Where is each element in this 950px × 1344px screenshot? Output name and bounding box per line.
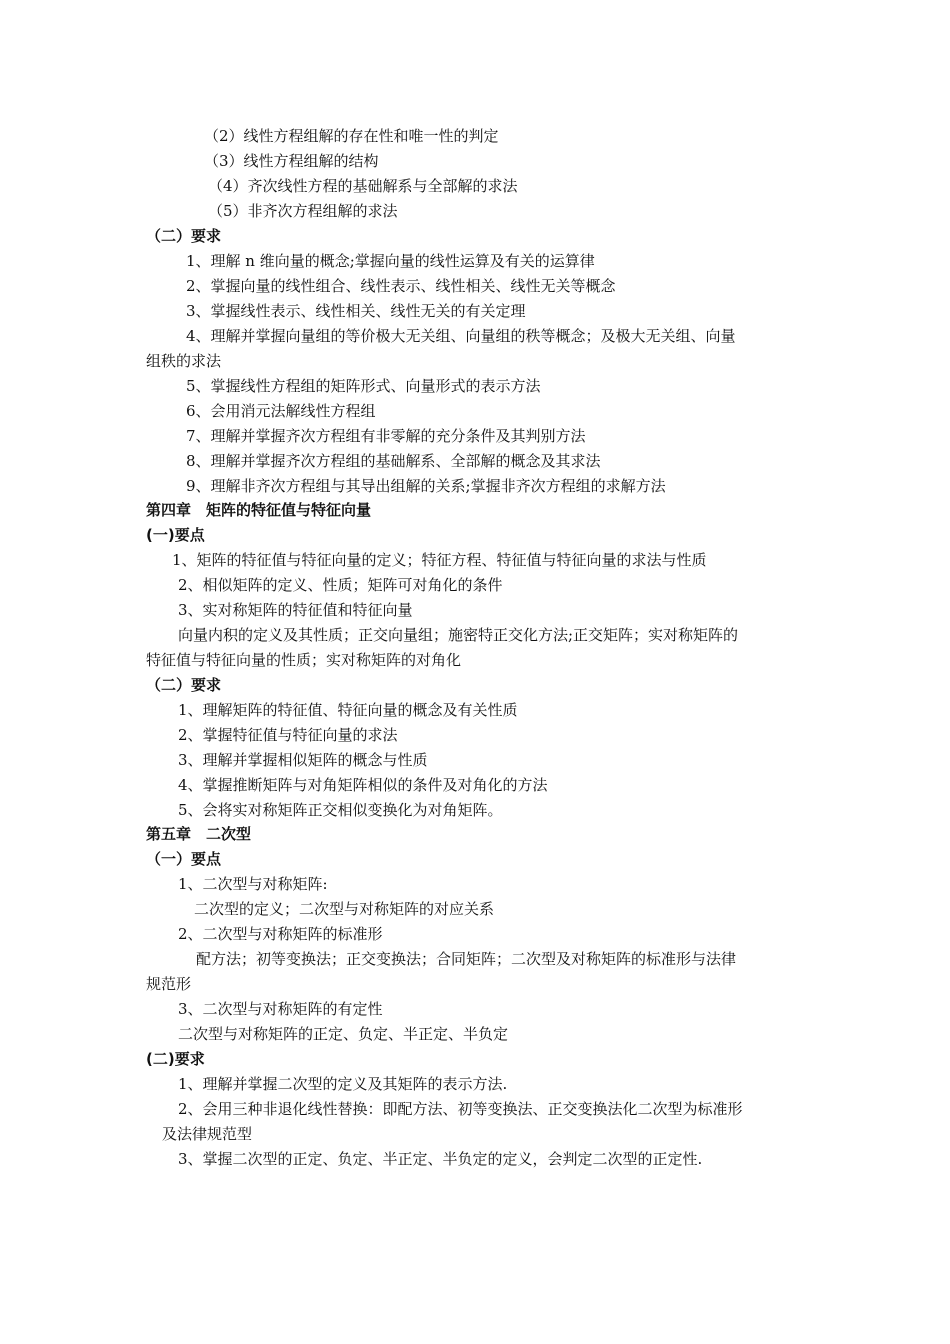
text-line: 3、掌握线性表示、线性相关、线性无关的有关定理	[186, 302, 526, 320]
section-heading: (一)要点	[146, 526, 205, 544]
text-line: （4）齐次线性方程的基础解系与全部解的求法	[208, 177, 518, 195]
section-heading: （二）要求	[146, 676, 222, 694]
text-line: （3）线性方程组解的结构	[204, 152, 379, 170]
text-line: 及法律规范型	[162, 1125, 253, 1143]
text-line: 组秩的求法	[146, 352, 222, 370]
text-line: 5、掌握线性方程组的矩阵形式、向量形式的表示方法	[186, 377, 541, 395]
text-line: 6、会用消元法解线性方程组	[186, 402, 376, 420]
text-line: 1、矩阵的特征值与特征向量的定义；特征方程、特征值与特征向量的求法与性质	[172, 551, 707, 569]
section-heading: （二）要求	[146, 227, 222, 245]
text-line: 配方法；初等变换法；正交变换法；合同矩阵；二次型及对称矩阵的标准形与法律	[196, 950, 737, 968]
text-line: 7、理解并掌握齐次方程组有非零解的充分条件及其判别方法	[186, 427, 586, 445]
section-heading: （一）要点	[146, 850, 222, 868]
text-line: 3、二次型与对称矩阵的有定性	[178, 1000, 383, 1018]
text-line: （5）非齐次方程组解的求法	[208, 202, 398, 220]
chapter-heading: 第四章 矩阵的特征值与特征向量	[146, 501, 372, 519]
text-line: 1、理解并掌握二次型的定义及其矩阵的表示方法.	[178, 1075, 508, 1093]
text-line: 8、理解并掌握齐次方程组的基础解系、全部解的概念及其求法	[186, 452, 601, 470]
text-line: 1、理解 n 维向量的概念;掌握向量的线性运算及有关的运算律	[186, 252, 595, 270]
text-line: 2、相似矩阵的定义、性质；矩阵可对角化的条件	[178, 576, 503, 594]
text-line: 二次型的定义；二次型与对称矩阵的对应关系	[194, 900, 495, 918]
text-line: 3、理解并掌握相似矩阵的概念与性质	[178, 751, 428, 769]
text-line: 二次型与对称矩阵的正定、负定、半正定、半负定	[178, 1025, 509, 1043]
text-line: 1、二次型与对称矩阵:	[178, 875, 328, 893]
text-line: 规范形	[146, 975, 192, 993]
text-line: 4、掌握推断矩阵与对角矩阵相似的条件及对角化的方法	[178, 776, 548, 794]
text-line: 9、理解非齐次方程组与其导出组解的关系;掌握非齐次方程组的求解方法	[186, 477, 666, 495]
text-line: 5、会将实对称矩阵正交相似变换化为对角矩阵。	[178, 801, 503, 819]
chapter-heading: 第五章 二次型	[146, 825, 252, 843]
text-line: 向量内积的定义及其性质；正交向量组；施密特正交化方法;正交矩阵；实对称矩阵的	[178, 626, 739, 644]
text-line: 3、掌握二次型的正定、负定、半正定、半负定的定义，会判定二次型的正定性.	[178, 1150, 703, 1168]
text-line: 2、会用三种非退化线性替换：即配方法、初等变换法、正交变换法化二次型为标准形	[178, 1100, 743, 1118]
section-heading: (二)要求	[146, 1050, 205, 1068]
text-line: 3、实对称矩阵的特征值和特征向量	[178, 601, 413, 619]
text-line: 4、理解并掌握向量组的等价极大无关组、向量组的秩等概念；及极大无关组、向量	[186, 327, 736, 345]
text-line: 2、二次型与对称矩阵的标准形	[178, 925, 383, 943]
text-line: 2、掌握向量的线性组合、线性表示、线性相关、线性无关等概念	[186, 277, 616, 295]
text-line: 2、掌握特征值与特征向量的求法	[178, 726, 398, 744]
text-line: 1、理解矩阵的特征值、特征向量的概念及有关性质	[178, 701, 518, 719]
text-line: （2）线性方程组解的存在性和唯一性的判定	[204, 127, 499, 145]
text-line: 特征值与特征向量的性质；实对称矩阵的对角化	[146, 651, 462, 669]
